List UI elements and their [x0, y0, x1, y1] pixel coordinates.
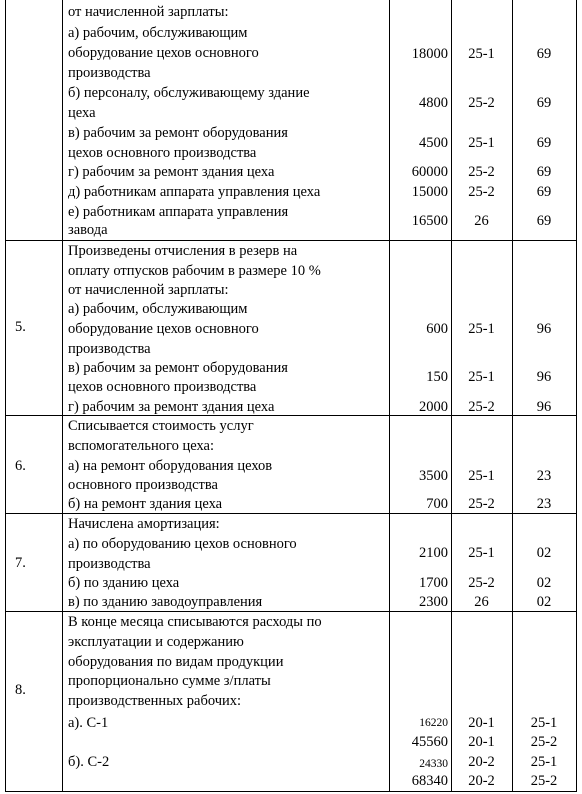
credit-cell: 69	[536, 135, 552, 151]
amount-cell: 2100	[419, 545, 448, 561]
description-line: е) работникам аппарата управления	[68, 204, 289, 220]
description-line: в) рабочим за ремонт оборудования	[68, 360, 288, 376]
journal-table	[5, 0, 577, 792]
amount-cell: 45560	[411, 734, 448, 750]
credit-cell: 69	[536, 213, 552, 229]
debit-cell: 25-1	[468, 135, 495, 151]
debit-cell: 25-1	[468, 545, 495, 561]
debit-cell: 25-2	[468, 184, 495, 200]
description-line: Начислена амортизация:	[68, 516, 220, 532]
credit-cell: 23	[536, 496, 552, 512]
amount-cell: 4800	[419, 95, 448, 111]
row-divider	[5, 240, 577, 241]
description-line: оборудование цехов основного	[68, 45, 259, 61]
description-line: б) по зданию цеха	[68, 575, 180, 591]
description-line: основного производства	[68, 477, 218, 493]
debit-cell: 20-1	[468, 734, 495, 750]
description-line: оборудование цехов основного	[68, 321, 259, 337]
amount-cell: 600	[426, 321, 448, 337]
description-line: пропорционально сумме з/платы	[68, 673, 271, 689]
debit-cell: 25-1	[468, 468, 495, 484]
amount-cell: 24330	[419, 758, 448, 770]
debit-cell: 20-2	[468, 754, 495, 770]
column-divider	[389, 0, 390, 792]
description-line: д) работникам аппарата управления цеха	[68, 184, 321, 200]
debit-cell: 25-2	[468, 164, 495, 180]
debit-cell: 20-1	[468, 715, 495, 731]
description-line: а) рабочим, обслуживающим	[68, 301, 248, 317]
credit-cell: 25-2	[530, 734, 558, 750]
amount-cell: 68340	[411, 773, 448, 789]
debit-cell: 25-2	[468, 575, 495, 591]
table-border-right	[576, 0, 577, 792]
credit-cell: 02	[536, 545, 552, 561]
debit-cell: 25-1	[468, 321, 495, 337]
description-line: производства	[68, 556, 151, 572]
entry-number: 5.	[15, 319, 26, 335]
description-line: в) по зданию заводоуправления	[68, 594, 263, 610]
description-line: В конце месяца списываются расходы по	[68, 614, 322, 630]
amount-cell: 2300	[419, 594, 448, 610]
amount-cell: 60000	[411, 164, 448, 180]
description-line: а) на ремонт оборудования цехов	[68, 458, 273, 474]
description-line: а). С-1	[68, 715, 109, 731]
description-line: б). С-2	[68, 754, 110, 770]
debit-cell: 25-2	[468, 496, 495, 512]
description-line: от начисленной зарплаты:	[68, 4, 229, 20]
description-line: оборудования по видам продукции	[68, 654, 284, 670]
debit-cell: 26	[474, 213, 489, 229]
description-line: оплату отпусков рабочим в размере 10 %	[68, 263, 321, 279]
column-divider	[62, 0, 63, 792]
description-line: цехов основного производства	[68, 379, 257, 395]
description-line: цеха	[68, 105, 96, 121]
amount-cell: 150	[426, 369, 448, 385]
debit-cell: 25-2	[468, 95, 495, 111]
entry-number: 6.	[15, 458, 26, 474]
column-divider	[451, 0, 452, 792]
table-border-left	[5, 0, 6, 792]
row-divider	[5, 513, 577, 514]
description-line: завода	[68, 222, 108, 238]
entry-number: 7.	[15, 555, 26, 571]
credit-cell: 25-2	[530, 773, 558, 789]
credit-cell: 69	[536, 164, 552, 180]
description-line: г) рабочим за ремонт здания цеха	[68, 164, 275, 180]
description-line: производственных рабочих:	[68, 693, 242, 709]
credit-cell: 69	[536, 46, 552, 62]
row-divider	[5, 611, 577, 612]
amount-cell: 16500	[411, 213, 448, 229]
description-line: г) рабочим за ремонт здания цеха	[68, 399, 275, 415]
debit-cell: 25-1	[468, 46, 495, 62]
amount-cell: 1700	[419, 575, 448, 591]
description-line: Списывается стоимость услуг	[68, 418, 254, 434]
description-line: б) персоналу, обслуживающему здание	[68, 85, 310, 101]
description-line: от начисленной зарплаты:	[68, 282, 229, 298]
column-divider	[512, 0, 513, 792]
credit-cell: 25-1	[530, 754, 558, 770]
amount-cell: 700	[426, 496, 448, 512]
credit-cell: 69	[536, 95, 552, 111]
credit-cell: 25-1	[530, 715, 558, 731]
credit-cell: 96	[536, 321, 552, 337]
description-line: б) на ремонт здания цеха	[68, 496, 223, 512]
amount-cell: 4500	[419, 135, 448, 151]
amount-cell: 15000	[411, 184, 448, 200]
debit-cell: 25-1	[468, 369, 495, 385]
credit-cell: 02	[536, 575, 552, 591]
description-line: производства	[68, 65, 151, 81]
credit-cell: 02	[536, 594, 552, 610]
amount-cell: 3500	[419, 468, 448, 484]
description-line: Произведены отчисления в резерв на	[68, 243, 298, 259]
description-line: эксплуатации и содержанию	[68, 634, 244, 650]
amount-cell: 18000	[411, 46, 448, 62]
description-line: в) рабочим за ремонт оборудования	[68, 125, 288, 141]
description-line: а) по оборудованию цехов основного	[68, 536, 297, 552]
debit-cell: 26	[474, 594, 489, 610]
debit-cell: 25-2	[468, 399, 495, 415]
credit-cell: 96	[536, 369, 552, 385]
description-line: а) рабочим, обслуживающим	[68, 25, 248, 41]
credit-cell: 96	[536, 399, 552, 415]
entry-number: 8.	[15, 682, 26, 698]
table-border-bottom	[5, 791, 577, 792]
debit-cell: 20-2	[468, 773, 495, 789]
credit-cell: 23	[536, 468, 552, 484]
amount-cell: 16220	[419, 717, 448, 729]
description-line: производства	[68, 341, 151, 357]
description-line: вспомогательного цеха:	[68, 438, 214, 454]
description-line: цехов основного производства	[68, 145, 257, 161]
credit-cell: 69	[536, 184, 552, 200]
amount-cell: 2000	[419, 399, 448, 415]
